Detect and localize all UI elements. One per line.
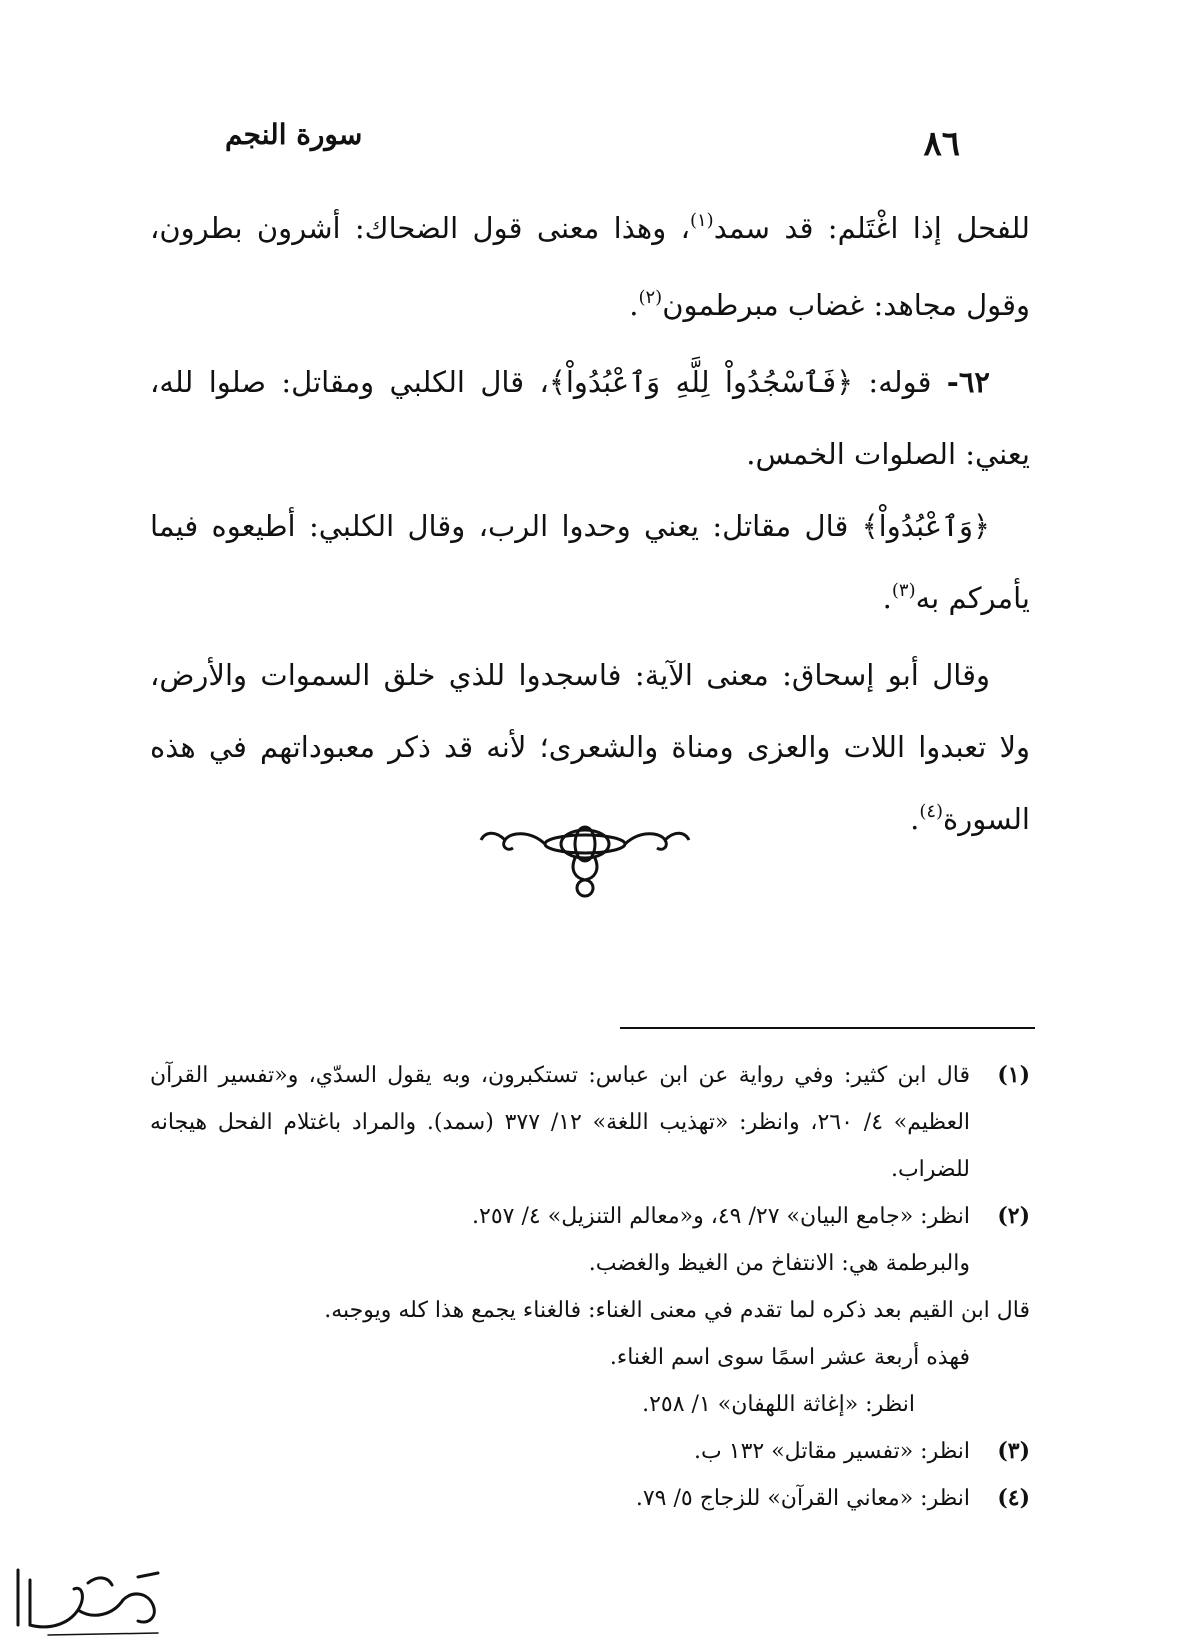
- main-text: [150, 192, 1030, 860]
- page-number: ٨٦: [923, 124, 960, 164]
- footnote-ref-2: (٢): [638, 287, 663, 308]
- quran-quote: ﴿فَٱسْجُدُواْ لِلَّهِ وَٱعْبُدُواْ﴾: [548, 365, 854, 399]
- paragraph-3: [150, 490, 1030, 639]
- verse-number: ٦٢-: [946, 365, 990, 399]
- footnote-1: [150, 1052, 1030, 1193]
- text-run: .: [882, 581, 892, 615]
- footnote-number: (٢): [997, 1203, 1030, 1229]
- publisher-logo-icon: [8, 1555, 173, 1640]
- footnote-number: (٣): [997, 1438, 1030, 1464]
- footnote-ref-1: (١): [689, 210, 714, 231]
- text-run: وقال أبو إسحاق: معنى الآية: فاسجدوا للذي خلق السموات والأرض، ولا تعبدوا اللات والعزى ومناة والشعرى؛ لأنه قد ذكر معبوداتهم في هذه السورة: [150, 658, 1030, 836]
- footnote-text: انظر: «تفسير مقاتل» ١٣٢ ب.: [694, 1439, 970, 1464]
- text-run: .: [910, 802, 920, 836]
- end-of-section-ornament-icon: [475, 822, 695, 902]
- footnotes: [150, 1052, 1030, 1522]
- footnote-2-line: انظر: «إغاثة اللهفان» ١/ ٢٥٨.: [642, 1392, 915, 1417]
- footnote-4: [150, 1475, 1030, 1522]
- text-run: .: [629, 288, 639, 322]
- footnote-number: (١): [997, 1062, 1030, 1088]
- footnote-separator: [620, 1027, 1035, 1029]
- text-run: ، وهذا معنى قول الضحاك: أشرون بطرون، وقول مجاهد: غضاب مبرطمون: [150, 211, 1030, 322]
- footnote-3: [150, 1428, 1030, 1475]
- surah-title: سورة النجم: [225, 118, 363, 151]
- page-header: [225, 118, 960, 168]
- text-run: للفحل إذا اغْتَلم: قد سمد: [713, 211, 1030, 245]
- quran-quote: ﴿وَٱعْبُدُواْ﴾: [861, 509, 990, 543]
- footnote-number: (٤): [997, 1485, 1030, 1511]
- footnote-ref-3: (٣): [891, 580, 916, 601]
- footnote-text: قال ابن كثير: وفي رواية عن ابن عباس: تستكبرون، وبه يقول السدّي، و«تفسير القرآن العظيم» ٤/ ٢٦٠، وانظر: «تهذيب اللغة» ١٢/ ٣٧٧ (سمد). والمراد باغتلام الفحل هيجانه للضراب.: [150, 1063, 971, 1182]
- footnote-2-line: فهذه أربعة عشر اسمًا سوى اسم الغناء.: [609, 1345, 970, 1370]
- footnote-ref-4: (٤): [919, 801, 944, 822]
- text-run: ، قال الكلبي ومقاتل: صلوا لله، يعني: الصلوات الخمس.: [150, 365, 1030, 471]
- paragraph-1: [150, 192, 1030, 346]
- text-run: قال مقاتل: يعني وحدوا الرب، وقال الكلبي: أطيعوه فيما يأمركم به: [150, 509, 1030, 615]
- footnote-2: [150, 1193, 1030, 1240]
- footnote-2-line: قال ابن القيم بعد ذكره لما تقدم في معنى الغناء: فالغناء يجمع هذا كله ويوجبه.: [324, 1298, 1030, 1323]
- footnote-2-line: والبرطمة هي: الانتفاخ من الغيظ والغضب.: [588, 1251, 970, 1276]
- text-run: قوله:: [853, 365, 947, 399]
- paragraph-2: [150, 346, 1030, 490]
- footnote-text: انظر: «معاني القرآن» للزجاج ٥/ ٧٩.: [635, 1486, 970, 1511]
- footnote-text: انظر: «جامع البيان» ٢٧/ ٤٩، و«معالم التنزيل» ٤/ ٢٥٧.: [472, 1204, 970, 1229]
